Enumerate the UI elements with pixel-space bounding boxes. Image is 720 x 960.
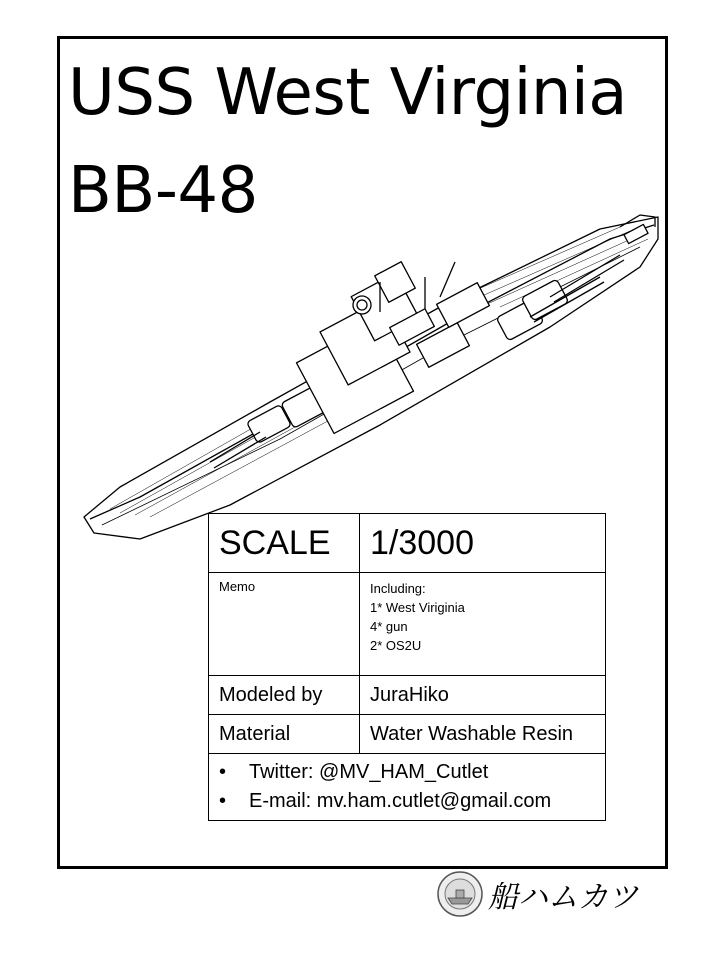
brand-logo-icon <box>436 870 484 918</box>
material-value: Water Washable Resin <box>360 715 606 754</box>
memo-line: 2* OS2U <box>370 638 422 653</box>
material-label: Material <box>209 715 360 754</box>
twitter-handle[interactable]: • Twitter: @MV_HAM_Cutlet <box>219 758 595 787</box>
scale-row <box>209 514 606 573</box>
scale-value: 1/3000 <box>360 514 606 573</box>
memo-content <box>370 573 595 655</box>
title-hull-number: BB-48 <box>68 154 258 228</box>
modeled-by-row <box>209 676 606 715</box>
memo-line: 4* gun <box>370 619 408 634</box>
modeled-by-value: JuraHiko <box>360 676 606 715</box>
memo-line: 1* West Viriginia <box>370 600 465 615</box>
material-row <box>209 715 606 754</box>
spec-table <box>208 513 606 821</box>
brand-name: 船ハムカツ <box>488 880 638 915</box>
memo-line: Including: <box>370 581 426 596</box>
battleship-drawing <box>80 187 660 547</box>
contact-list <box>219 758 595 816</box>
memo-label: Memo <box>219 579 256 594</box>
scale-label: SCALE <box>209 514 360 573</box>
modeled-by-label: Modeled by <box>209 676 360 715</box>
memo-row <box>209 573 606 676</box>
contact-row <box>209 754 606 821</box>
email-address[interactable]: • E-mail: mv.ham.cutlet@gmail.com <box>219 787 595 816</box>
title-ship-name: USS West Virginia <box>68 56 627 130</box>
